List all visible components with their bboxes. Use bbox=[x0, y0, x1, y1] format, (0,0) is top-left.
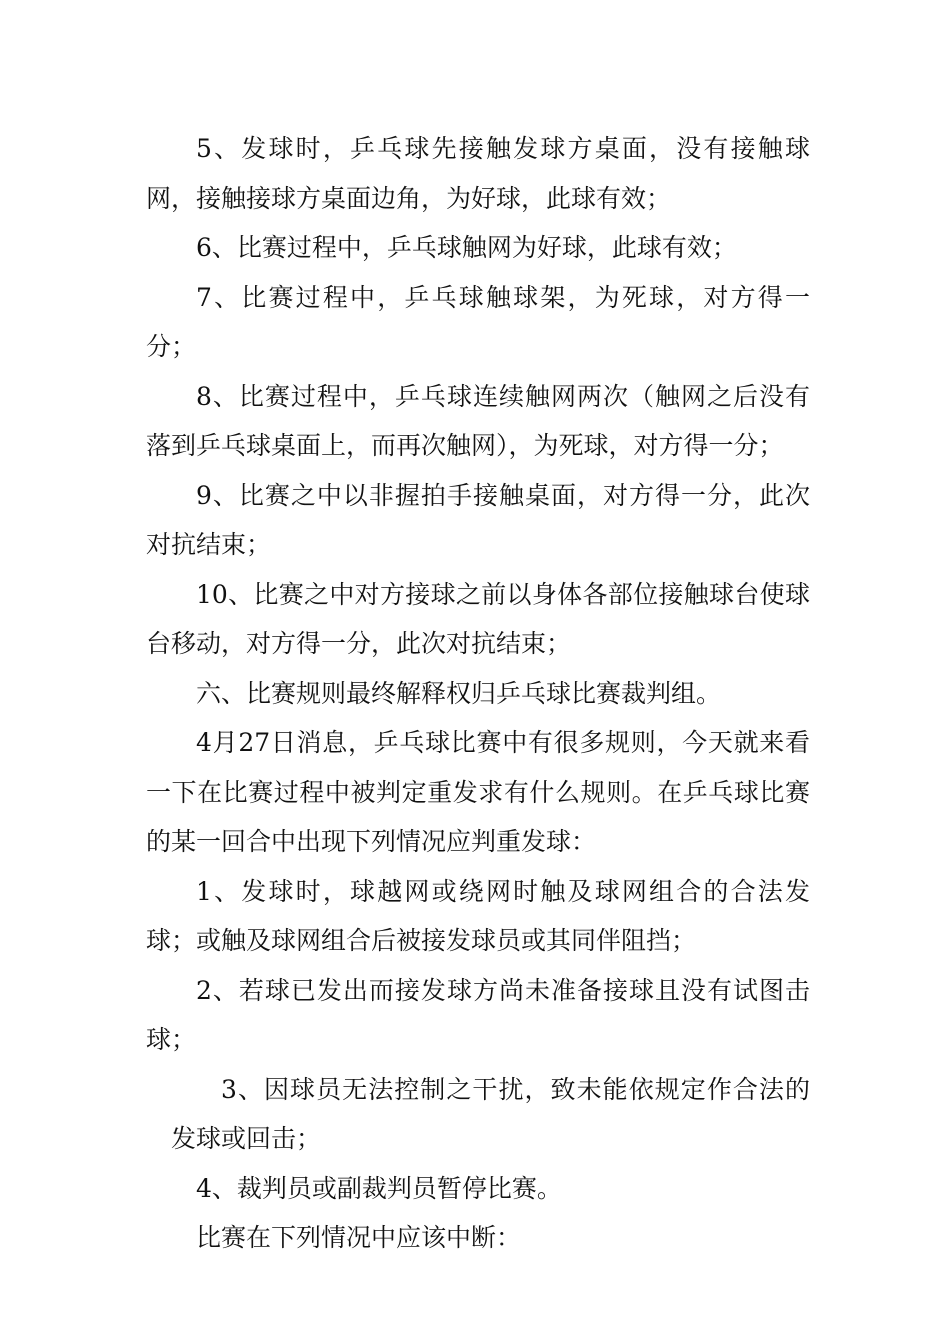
paragraph-rule-8: 8、比赛过程中，乒乓球连续触网两次（触网之后没有落到乒乓球桌面上，而再次触网），为死球，对方得一分； bbox=[146, 381, 810, 460]
paragraph-let-3: 3、因球员无法控制之干扰，致未能依规定作合法的发球或回击； bbox=[171, 1074, 810, 1153]
document-body bbox=[146, 124, 810, 1263]
paragraph-let-4: 4、裁判员或副裁判员暂停比赛。 bbox=[196, 1173, 562, 1203]
paragraph-rule-9: 9、比赛之中以非握拍手接触桌面，对方得一分，此次对抗结束； bbox=[146, 480, 810, 559]
paragraph-rule-7: 7、比赛过程中，乒乓球触球架，为死球，对方得一分； bbox=[146, 282, 810, 361]
paragraph-rule-10: 10、比赛之中对方接球之前以身体各部位接触球台使球台移动，对方得一分，此次对抗结束； bbox=[146, 579, 810, 658]
paragraph-news-intro: 4月27日消息，乒乓球比赛中有很多规则，今天就来看一下在比赛过程中被判定重发求有什么规则。在乒乓球比赛的某一回合中出现下列情况应判重发球： bbox=[146, 728, 810, 856]
paragraph-interrupt-heading: 比赛在下列情况中应该中断： bbox=[196, 1223, 522, 1252]
paragraph-rule-6: 6、比赛过程中，乒乓球触网为好球，此球有效； bbox=[196, 233, 737, 262]
paragraph-let-2: 2、若球已发出而接发球方尚未准备接球且没有试图击球； bbox=[146, 975, 810, 1054]
paragraph-let-1: 1、发球时，球越网或绕网时触及球网组合的合法发球；或触及球网组合后被接发球员或其同伴阻挡； bbox=[146, 876, 810, 955]
paragraph-section-6: 六、比赛规则最终解释权归乒乓球比赛裁判组。 bbox=[196, 678, 722, 708]
paragraph-rule-5: 5、发球时，乒乓球先接触发球方桌面，没有接触球网，接触接球方桌面边角，为好球，此球有效； bbox=[146, 134, 810, 213]
